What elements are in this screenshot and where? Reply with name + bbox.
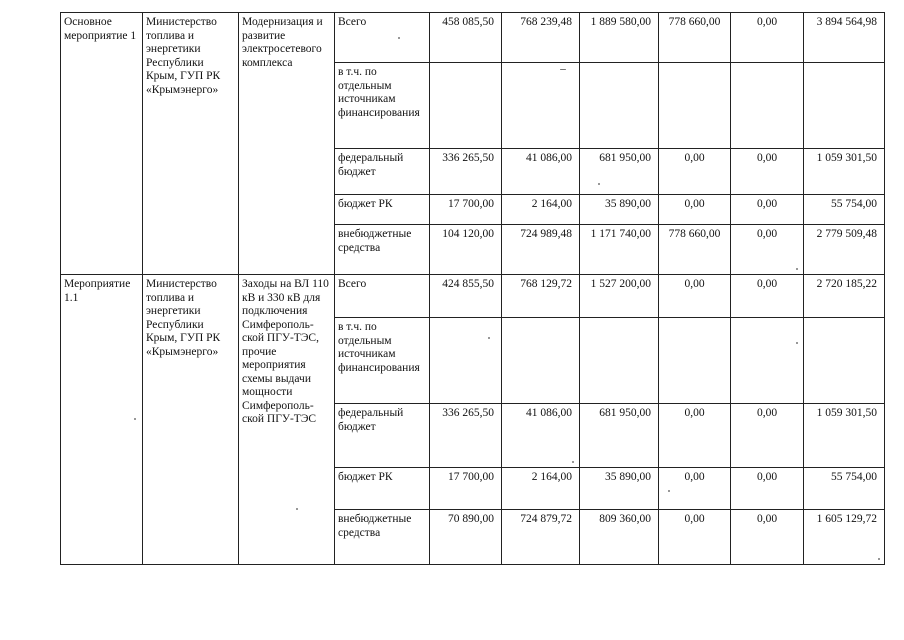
amount-cell: 17 700,00 (430, 195, 502, 225)
table-row (61, 13, 885, 63)
amount-cell: 0,00 (659, 404, 731, 468)
amount-cell (430, 318, 502, 404)
executor-cell: Министерство топлива и энергетики Республики Крым, ГУП РК «Крымэнерго» (143, 275, 239, 565)
amount-cell: 458 085,50 (430, 13, 502, 63)
amount-cell: 1 889 580,00 (580, 13, 659, 63)
amount-cell (659, 318, 731, 404)
funding-source-cell: бюджет РК (335, 468, 430, 510)
amount-cell: 0,00 (731, 195, 804, 225)
amount-cell: 0,00 (731, 404, 804, 468)
amount-cell: 1 059 301,50 (804, 149, 885, 195)
scan-speck (572, 461, 574, 463)
amount-cell: 1 059 301,50 (804, 404, 885, 468)
amount-cell: 0,00 (659, 149, 731, 195)
amount-cell (804, 63, 885, 149)
amount-cell: 768 239,48 (502, 13, 580, 63)
amount-cell: 41 086,00 (502, 404, 580, 468)
amount-cell (659, 63, 731, 149)
amount-cell (580, 63, 659, 149)
funding-source-cell: внебюджетные средства (335, 225, 430, 275)
amount-cell: 41 086,00 (502, 149, 580, 195)
funding-source-cell: в т.ч. по отдельным источникам финансирования (335, 318, 430, 404)
amount-cell (804, 318, 885, 404)
scan-speck (134, 418, 136, 420)
amount-cell: 724 989,48 (502, 225, 580, 275)
amount-cell: 0,00 (731, 13, 804, 63)
scan-speck (598, 183, 600, 185)
amount-cell (502, 318, 580, 404)
amount-cell: 0,00 (731, 510, 804, 565)
amount-cell: 55 754,00 (804, 468, 885, 510)
funding-source-cell: в т.ч. по отдельным источникам финансирования (335, 63, 430, 149)
amount-cell: 35 890,00 (580, 468, 659, 510)
funding-source-cell: федеральный бюджет (335, 149, 430, 195)
amount-cell: 104 120,00 (430, 225, 502, 275)
amount-cell: 17 700,00 (430, 468, 502, 510)
amount-cell: 0,00 (731, 468, 804, 510)
amount-cell: 809 360,00 (580, 510, 659, 565)
amount-cell: 2 779 509,48 (804, 225, 885, 275)
scan-speck (488, 337, 490, 339)
amount-cell: 35 890,00 (580, 195, 659, 225)
scan-speck (398, 37, 400, 39)
amount-cell: 0,00 (731, 225, 804, 275)
amount-cell: 2 164,00 (502, 195, 580, 225)
amount-cell: 0,00 (659, 510, 731, 565)
executor-cell: Министерство топлива и энергетики Республики Крым, ГУП РК «Крымэнерго» (143, 13, 239, 275)
table-row (61, 275, 885, 318)
amount-cell (731, 63, 804, 149)
amount-cell: 681 950,00 (580, 404, 659, 468)
scan-speck (668, 490, 670, 492)
scan-speck (560, 69, 566, 70)
amount-cell: 778 660,00 (659, 225, 731, 275)
amount-cell: 724 879,72 (502, 510, 580, 565)
amount-cell: 55 754,00 (804, 195, 885, 225)
amount-cell: 0,00 (731, 149, 804, 195)
amount-cell (731, 318, 804, 404)
event-name-cell: Мероприятие 1.1 (61, 275, 143, 565)
amount-cell: 0,00 (659, 195, 731, 225)
funding-source-cell: Всего (335, 13, 430, 63)
funding-source-cell: бюджет РК (335, 195, 430, 225)
event-description-cell: Модернизация и развитие электросетевого комплекса (239, 13, 335, 275)
funding-source-cell: Всего (335, 275, 430, 318)
amount-cell: 1 171 740,00 (580, 225, 659, 275)
amount-cell: 681 950,00 (580, 149, 659, 195)
event-name-cell: Основное мероприятие 1 (61, 13, 143, 275)
amount-cell: 0,00 (659, 468, 731, 510)
amount-cell: 778 660,00 (659, 13, 731, 63)
scan-speck (878, 558, 880, 560)
amount-cell (502, 63, 580, 149)
amount-cell: 336 265,50 (430, 404, 502, 468)
amount-cell: 0,00 (731, 275, 804, 318)
funding-source-cell: федеральный бюджет (335, 404, 430, 468)
amount-cell: 1 527 200,00 (580, 275, 659, 318)
financing-table (60, 12, 885, 565)
funding-source-cell: внебюджетные средства (335, 510, 430, 565)
amount-cell: 3 894 564,98 (804, 13, 885, 63)
scan-speck (296, 508, 298, 510)
amount-cell: 0,00 (659, 275, 731, 318)
amount-cell: 70 890,00 (430, 510, 502, 565)
scan-speck (796, 268, 798, 270)
event-description-cell: Заходы на ВЛ 110 кВ и 330 кВ для подключения Симферополь-ской ПГУ-ТЭС, прочие мероприятия схемы выдачи мощности Симферополь-ской ПГУ-ТЭС (239, 275, 335, 565)
amount-cell: 424 855,50 (430, 275, 502, 318)
amount-cell: 768 129,72 (502, 275, 580, 318)
scan-speck (796, 342, 798, 344)
amount-cell (580, 318, 659, 404)
amount-cell: 336 265,50 (430, 149, 502, 195)
amount-cell: 2 720 185,22 (804, 275, 885, 318)
amount-cell: 2 164,00 (502, 468, 580, 510)
amount-cell (430, 63, 502, 149)
amount-cell: 1 605 129,72 (804, 510, 885, 565)
